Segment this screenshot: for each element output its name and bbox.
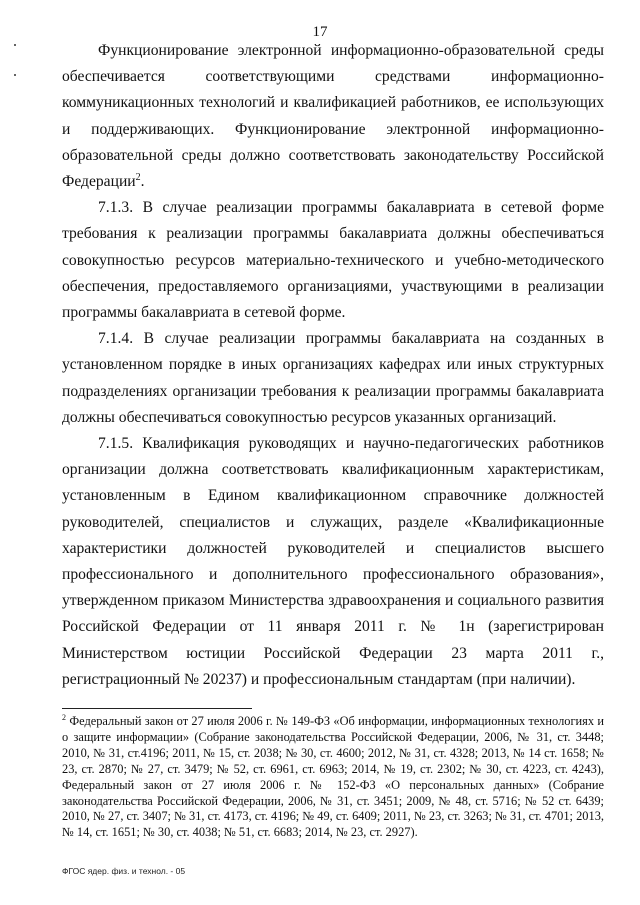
margin-mark — [14, 74, 16, 76]
footnote — [62, 714, 604, 841]
footnote-reference: 2 — [135, 171, 141, 183]
margin-mark — [14, 44, 16, 46]
paragraph-7-1-4: 7.1.4. В случае реализации программы бакалавриата на созданных в установленном порядке в иных организациях кафедрах или иных структурных подразделениях организации требования к реализации программы бакалавриата должны обеспечиваться совокупностью ресурсов указанных организаций. — [62, 330, 604, 426]
body-text — [62, 38, 604, 693]
paragraph-ices — [62, 38, 604, 195]
paragraph-text: Функционирование электронной информационно-образовательной среды обеспечивается соответствующими средствами информационно-коммуникационных технологий и квалификацией работников, ее использующих и поддерживающих. Функционирование электронной информационно-образовательной среды должно соответствовать законодательству Российской Федерации — [62, 42, 604, 191]
paragraph-7-1-5: 7.1.5. Квалификация руководящих и научно-педагогических работников организации должна соответствовать квалификационным характеристикам, установленным в Едином квалификационном справочнике должностей руководителей, специалистов и служащих, разделе «Квалификационные характеристики должностей руководителей и специалистов высшего профессионального и дополнительного профессионального образования», утвержденном приказом Министерства здравоохранения и социального развития Российской Федерации от 11 января 2011 г. № 1н (зарегистрирован Министерством юстиции Российской Федерации 23 марта 2011 г., регистрационный № 20237) и профессиональным стандартам (при наличии). — [62, 435, 604, 688]
page-number: 17 — [312, 24, 328, 40]
document-code: ФГОС ядер. физ. и технол. - 05 — [62, 866, 186, 876]
paragraph-7-1-3: 7.1.3. В случае реализации программы бакалавриата в сетевой форме требования к реализации программы бакалавриата должны обеспечиваться совокупностью ресурсов материально-технического и учебно-методического обеспечения, предоставляемого организациями, участвующими в реализации программы бакалавриата в сетевой форме. — [62, 199, 604, 322]
footnote-text: Федеральный закон от 27 июля 2006 г. № 149-ФЗ «Об информации, информационных технологиях и о защите информации» (Собрание законодательства Российской Федерации, 2006, № 31, ст. 3448; 2010, № 31, ст.4196; 2011, № 15, ст. 2038; № 30, ст. 4600; 2012, № 31, ст. 4328; 2013, № 14 ст. 1658; № 23, ст. 2870; № 27, ст. 3479; № 52, ст. 6961, ст. 6963; 2014, № 19, ст. 2302; № 30, ст. 4223, ст. 4243), Федеральный закон от 27 июля 2006 г. № 152-ФЗ «О персональных данных» (Собрание законодательства Российской Федерации, 2006, № 31, ст. 3451; 2009, № 48, ст. 5716; № 52 ст. 6439; 2010, № 27, ст. 3407; № 31, ст. 4173, ст. 4196; № 49, ст. 6409; 2011, № 23, ст. 3263; № 31, ст. 4701; 2013, № 14, ст. 1651; № 30, ст. 4038; № 51, ст. 6683; 2014, № 23, ст. 2927). — [62, 714, 604, 840]
footnote-marker: 2 — [62, 712, 66, 722]
paragraph-tail: . — [140, 173, 145, 191]
footnote-divider — [62, 708, 252, 709]
